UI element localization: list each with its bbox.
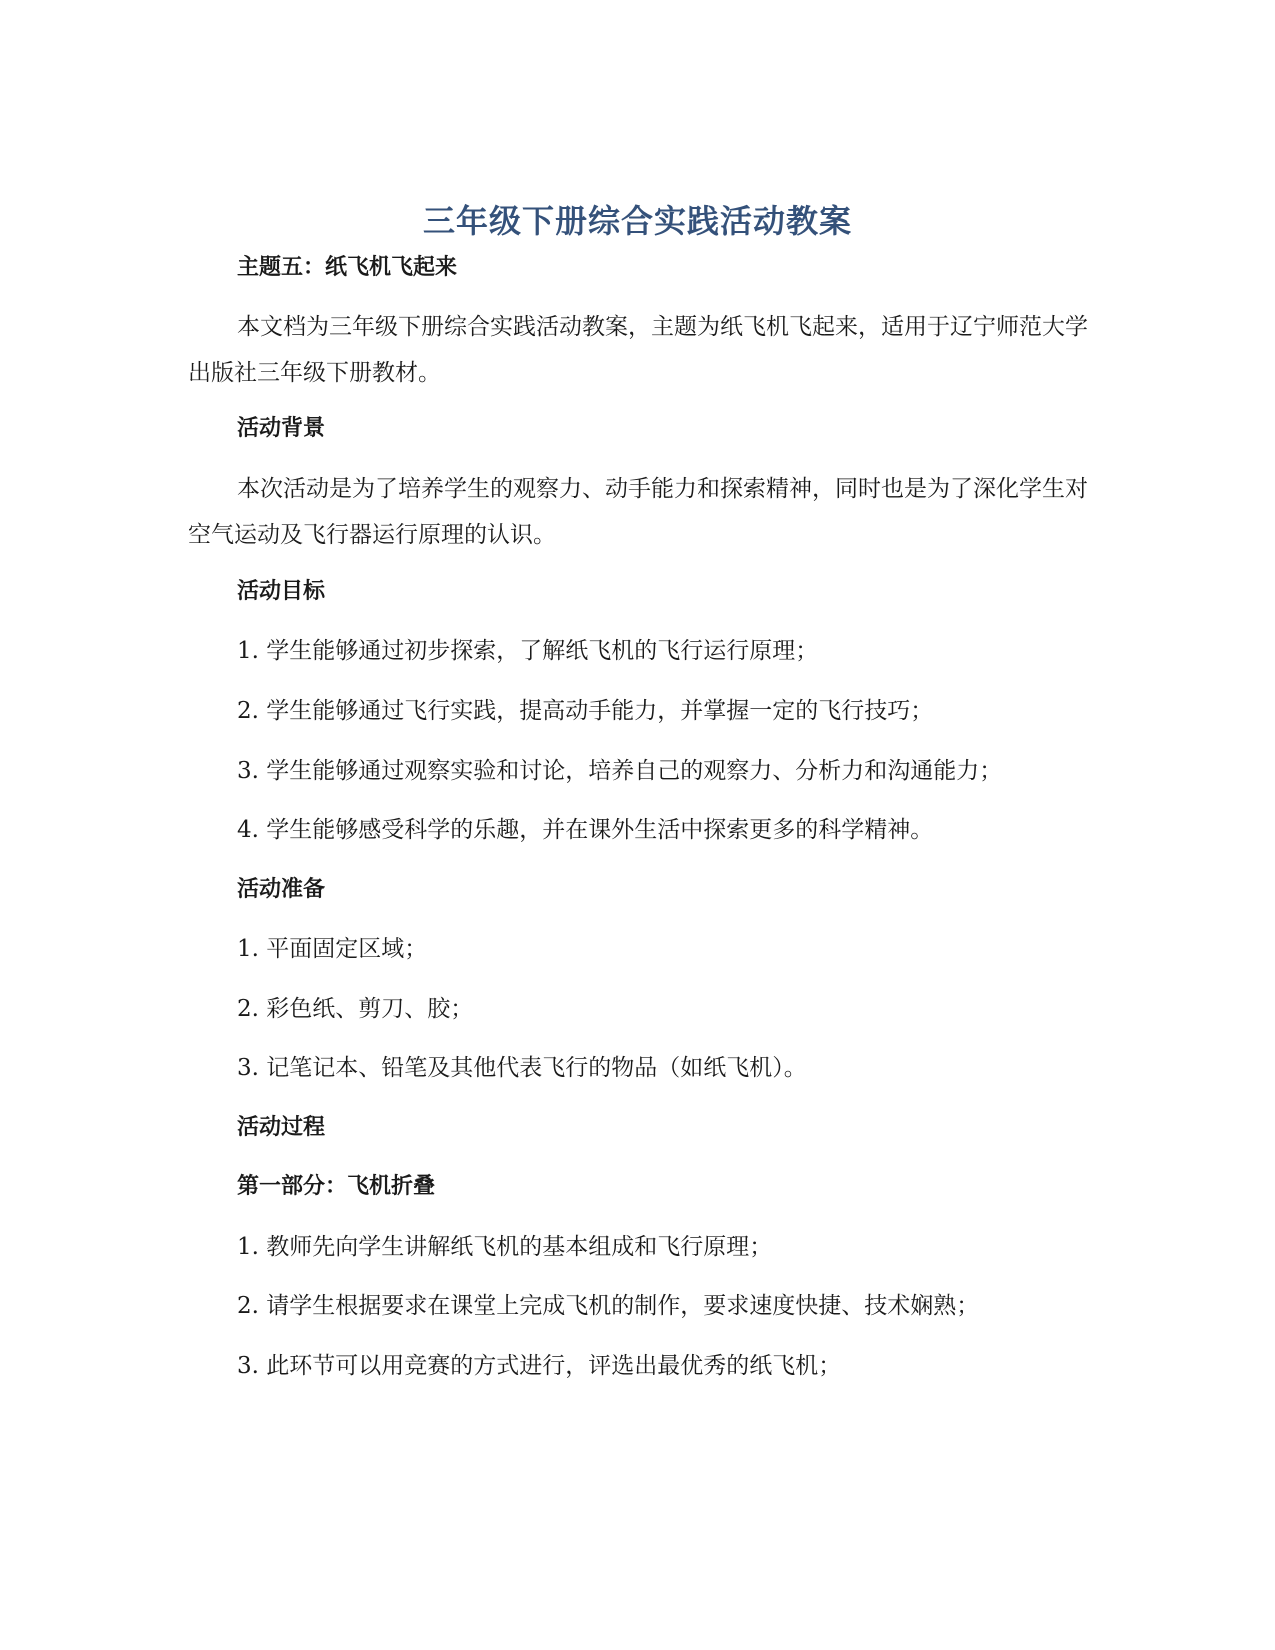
preparation-heading: 活动准备 bbox=[237, 877, 326, 902]
preparation-item: 2. 彩色纸、剪刀、胶； bbox=[237, 996, 474, 1022]
goal-item: 1. 学生能够通过初步探索，了解纸飞机的飞行运行原理； bbox=[237, 638, 819, 664]
process-item: 1. 教师先向学生讲解纸飞机的基本组成和飞行原理； bbox=[237, 1234, 773, 1260]
goals-heading: 活动目标 bbox=[237, 579, 326, 604]
process-item: 3. 此环节可以用竞赛的方式进行，评选出最优秀的纸飞机； bbox=[237, 1353, 842, 1379]
process-heading: 活动过程 bbox=[237, 1115, 326, 1140]
preparation-item: 3. 记笔记本、铅笔及其他代表飞行的物品（如纸飞机）。 bbox=[237, 1055, 807, 1081]
preparation-item: 1. 平面固定区域； bbox=[237, 936, 428, 962]
theme-heading: 主题五：纸飞机飞起来 bbox=[237, 255, 458, 280]
background-heading: 活动背景 bbox=[237, 416, 326, 441]
goal-item: 2. 学生能够通过飞行实践，提高动手能力，并掌握一定的飞行技巧； bbox=[237, 698, 934, 724]
part1-heading: 第一部分：飞机折叠 bbox=[237, 1174, 436, 1199]
process-item: 2. 请学生根据要求在课堂上完成飞机的制作，要求速度快捷、技术娴熟； bbox=[237, 1293, 980, 1319]
goal-item: 4. 学生能够感受科学的乐趣，并在课外生活中探索更多的科学精神。 bbox=[237, 817, 934, 843]
background-paragraph: 本次活动是为了培养学生的观察力、动手能力和探索精神，同时也是为了深化学生对空气运动及飞行器运行原理的认识。 bbox=[188, 476, 1088, 548]
goal-item: 3. 学生能够通过观察实验和讨论，培养自己的观察力、分析力和沟通能力； bbox=[237, 758, 1003, 784]
intro-paragraph: 本文档为三年级下册综合实践活动教案，主题为纸飞机飞起来，适用于辽宁师范大学出版社三年级下册教材。 bbox=[188, 314, 1088, 386]
document-title: 三年级下册综合实践活动教案 bbox=[422, 202, 852, 240]
